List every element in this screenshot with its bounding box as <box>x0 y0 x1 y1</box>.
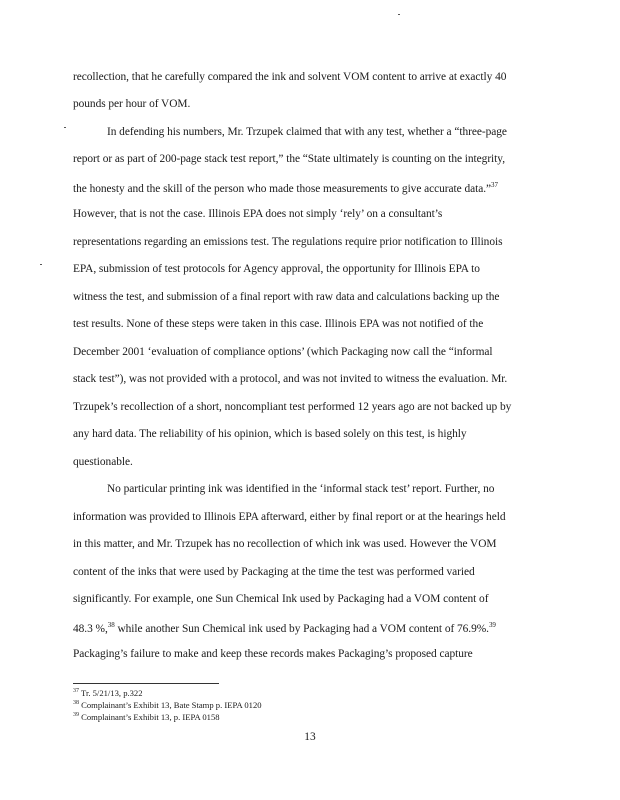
body-line-8: EPA, submission of test protocols for Agency approval, the opportunity for Illinois EPA to <box>73 263 480 275</box>
body-line-1: recollection, that he carefully compared the ink and solvent VOM content to arrive at exactly 40 <box>73 71 507 83</box>
body-line-18: in this matter, and Mr. Trzupek has no recollection of which ink was used. However the VOM <box>73 538 497 550</box>
body-line-7: representations regarding an emissions test. The regulations require prior notification to Illinois <box>73 236 503 248</box>
body-line-5 <box>73 181 498 195</box>
body-line-11: December 2001 ‘evaluation of compliance options’ (which Packaging now call the “informal <box>73 346 493 358</box>
footnote-marker-37: 37 <box>73 688 79 695</box>
body-line-4: report or as part of 200-page stack test report,” the “State ultimately is counting on the integrity, <box>73 153 505 165</box>
body-line-10: test results. None of these steps were taken in this case. Illinois EPA was not notified of the <box>73 318 484 330</box>
body-line-20: significantly. For example, one Sun Chemical Ink used by Packaging had a VOM content of <box>73 593 489 605</box>
body-line-14: any hard data. The reliability of his opinion, which is based solely on this test, is highly <box>73 428 467 440</box>
body-line-21 <box>73 621 496 635</box>
body-line-3: In defending his numbers, Mr. Trzupek claimed that with any test, whether a “three-page <box>107 126 507 138</box>
footnote-ref-37: 37 <box>491 181 498 189</box>
footnote-ref-38: 38 <box>107 621 115 629</box>
body-line-16: No particular printing ink was identified in the ‘informal stack test’ report. Further, no <box>107 483 495 495</box>
body-line-2: pounds per hour of VOM. <box>73 98 191 110</box>
footnote-text-39: Complainant’s Exhibit 13, p. IEPA 0158 <box>81 712 220 722</box>
body-line-15: questionable. <box>73 456 133 468</box>
footnote-text-38: Complainant’s Exhibit 13, Bate Stamp p. IEPA 0120 <box>81 700 262 710</box>
footnote-38 <box>73 700 262 710</box>
scan-speck <box>40 264 42 265</box>
scan-speck <box>398 14 400 15</box>
body-line-5-text: the honesty and the skill of the person who made those measurements to give accurate data.” <box>73 182 492 195</box>
body-line-12: stack test”), was not provided with a protocol, and was not invited to witness the evaluation. Mr. <box>73 373 508 385</box>
body-line-17: information was provided to Illinois EPA afterward, either by final report or at the hearings held <box>73 511 506 523</box>
body-line-22: Packaging’s failure to make and keep these records makes Packaging’s proposed capture <box>73 648 473 660</box>
body-line-13: Trzupek’s recollection of a short, noncompliant test performed 12 years ago are not backed up by <box>73 401 512 413</box>
body-line-21-text-b: while another Sun Chemical ink used by Packaging had a VOM content of 76.9%. <box>114 622 489 635</box>
footnote-ref-39: 39 <box>488 621 496 629</box>
page-number: 13 <box>304 731 316 743</box>
footnote-39 <box>73 712 220 722</box>
footnote-separator <box>73 683 219 684</box>
body-line-6: However, that is not the case. Illinois EPA does not simply ‘rely’ on a consultant’s <box>73 208 443 220</box>
footnote-text-37: Tr. 5/21/13, p.322 <box>81 688 143 698</box>
body-line-19: content of the inks that were used by Packaging at the time the test was performed varied <box>73 566 475 578</box>
footnote-37 <box>73 688 143 698</box>
body-line-21-text-a: 48.3 %, <box>73 622 108 635</box>
footnote-marker-38: 38 <box>73 700 79 707</box>
scan-speck <box>64 127 66 128</box>
body-line-9: witness the test, and submission of a final report with raw data and calculations backing up the <box>73 291 500 303</box>
footnote-marker-39: 39 <box>73 712 79 719</box>
